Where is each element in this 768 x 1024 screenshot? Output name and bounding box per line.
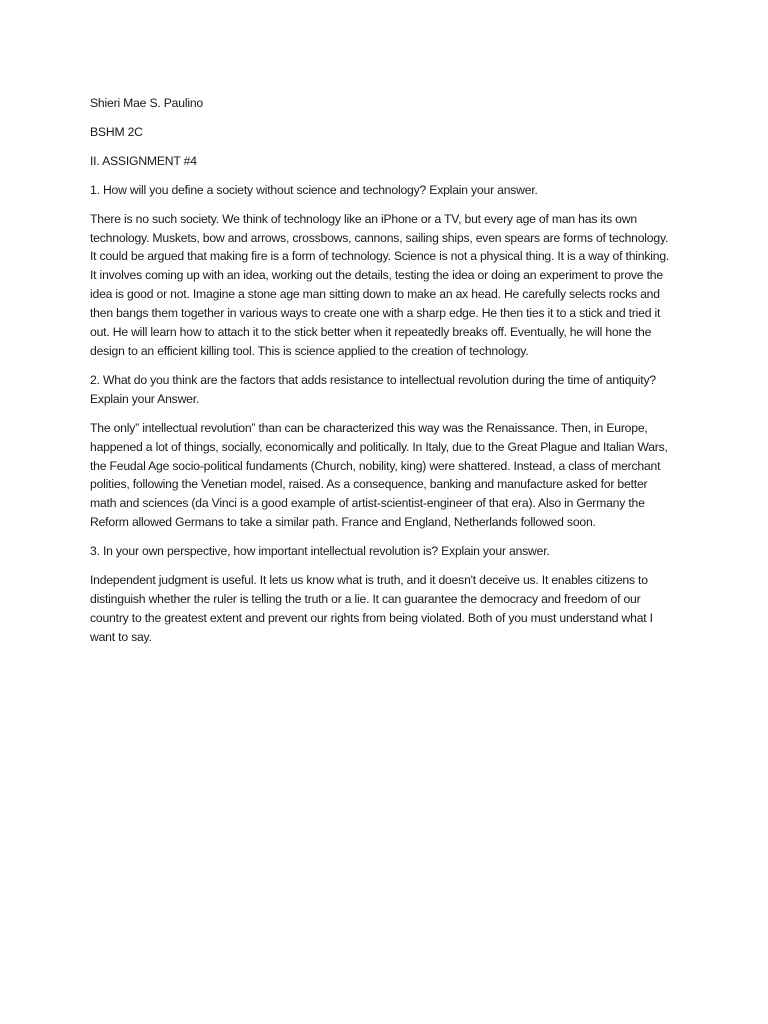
answer-1: There is no such society. We think of technology like an iPhone or a TV, but every age of man has its own technology. Muskets, bow and arrows, crossbows, cannons, sailing ships, even spears are forms of technology. It could be argued that making fire is a form of technology. Science is not a physical thing. It is a way of thinking. It involves coming up with an idea, working out the details, testing the idea or doing an experiment to prove the idea is good or not. Imagine a stone age man sitting down to make an ax head. He carefully selects rocks and then bangs them together in various ways to create one with a sharp edge. He then ties it to a stick and tried it out. He will learn how to attach it to the stick better when it repeatedly breaks off. Eventually, he will hone the design to an efficient killing tool. This is science applied to the creation of technology. xyxy=(90,211,670,358)
document-body xyxy=(90,94,674,657)
class-section: BSHM 2C xyxy=(90,124,143,139)
answer-2: The only” intellectual revolution” than can be characterized this way was the Renaissance. Then, in Europe, happened a lot of things, socially, economically and politically. In Italy, due to the Great Plague and Italian Wars, the Feudal Age socio-political fundaments (Church, nobility, king) were shattered. Instead, a class of merchant polities, following the Venetian model, raised. As a consequence, banking and manufacture asked for better math and sciences (da Vinci is a good example of artist-scientist-engineer of that era). Also in Germany the Reform allowed Germans to take a similar path. France and England, Netherlands followed soon. xyxy=(90,420,668,530)
question-3: 3. In your own perspective, how important intellectual revolution is? Explain your answer. xyxy=(90,544,550,559)
answer-3: Independent judgment is useful. It lets us know what is truth, and it doesn't deceive us. It enables citizens to distinguish whether the ruler is telling the truth or a lie. It can guarantee the democracy and freedom of our country to the greatest extent and prevent our rights from being violated. Both of you must understand what I want to say. xyxy=(90,573,653,644)
question-1: 1. How will you define a society without science and technology? Explain your answer. xyxy=(90,182,538,197)
author-name: Shieri Mae S. Paulino xyxy=(90,96,203,110)
assignment-title: II. ASSIGNMENT #4 xyxy=(90,153,197,168)
question-2: 2. What do you think are the factors that adds resistance to intellectual revolution during the time of antiquity? Explain your Answer. xyxy=(90,372,656,406)
